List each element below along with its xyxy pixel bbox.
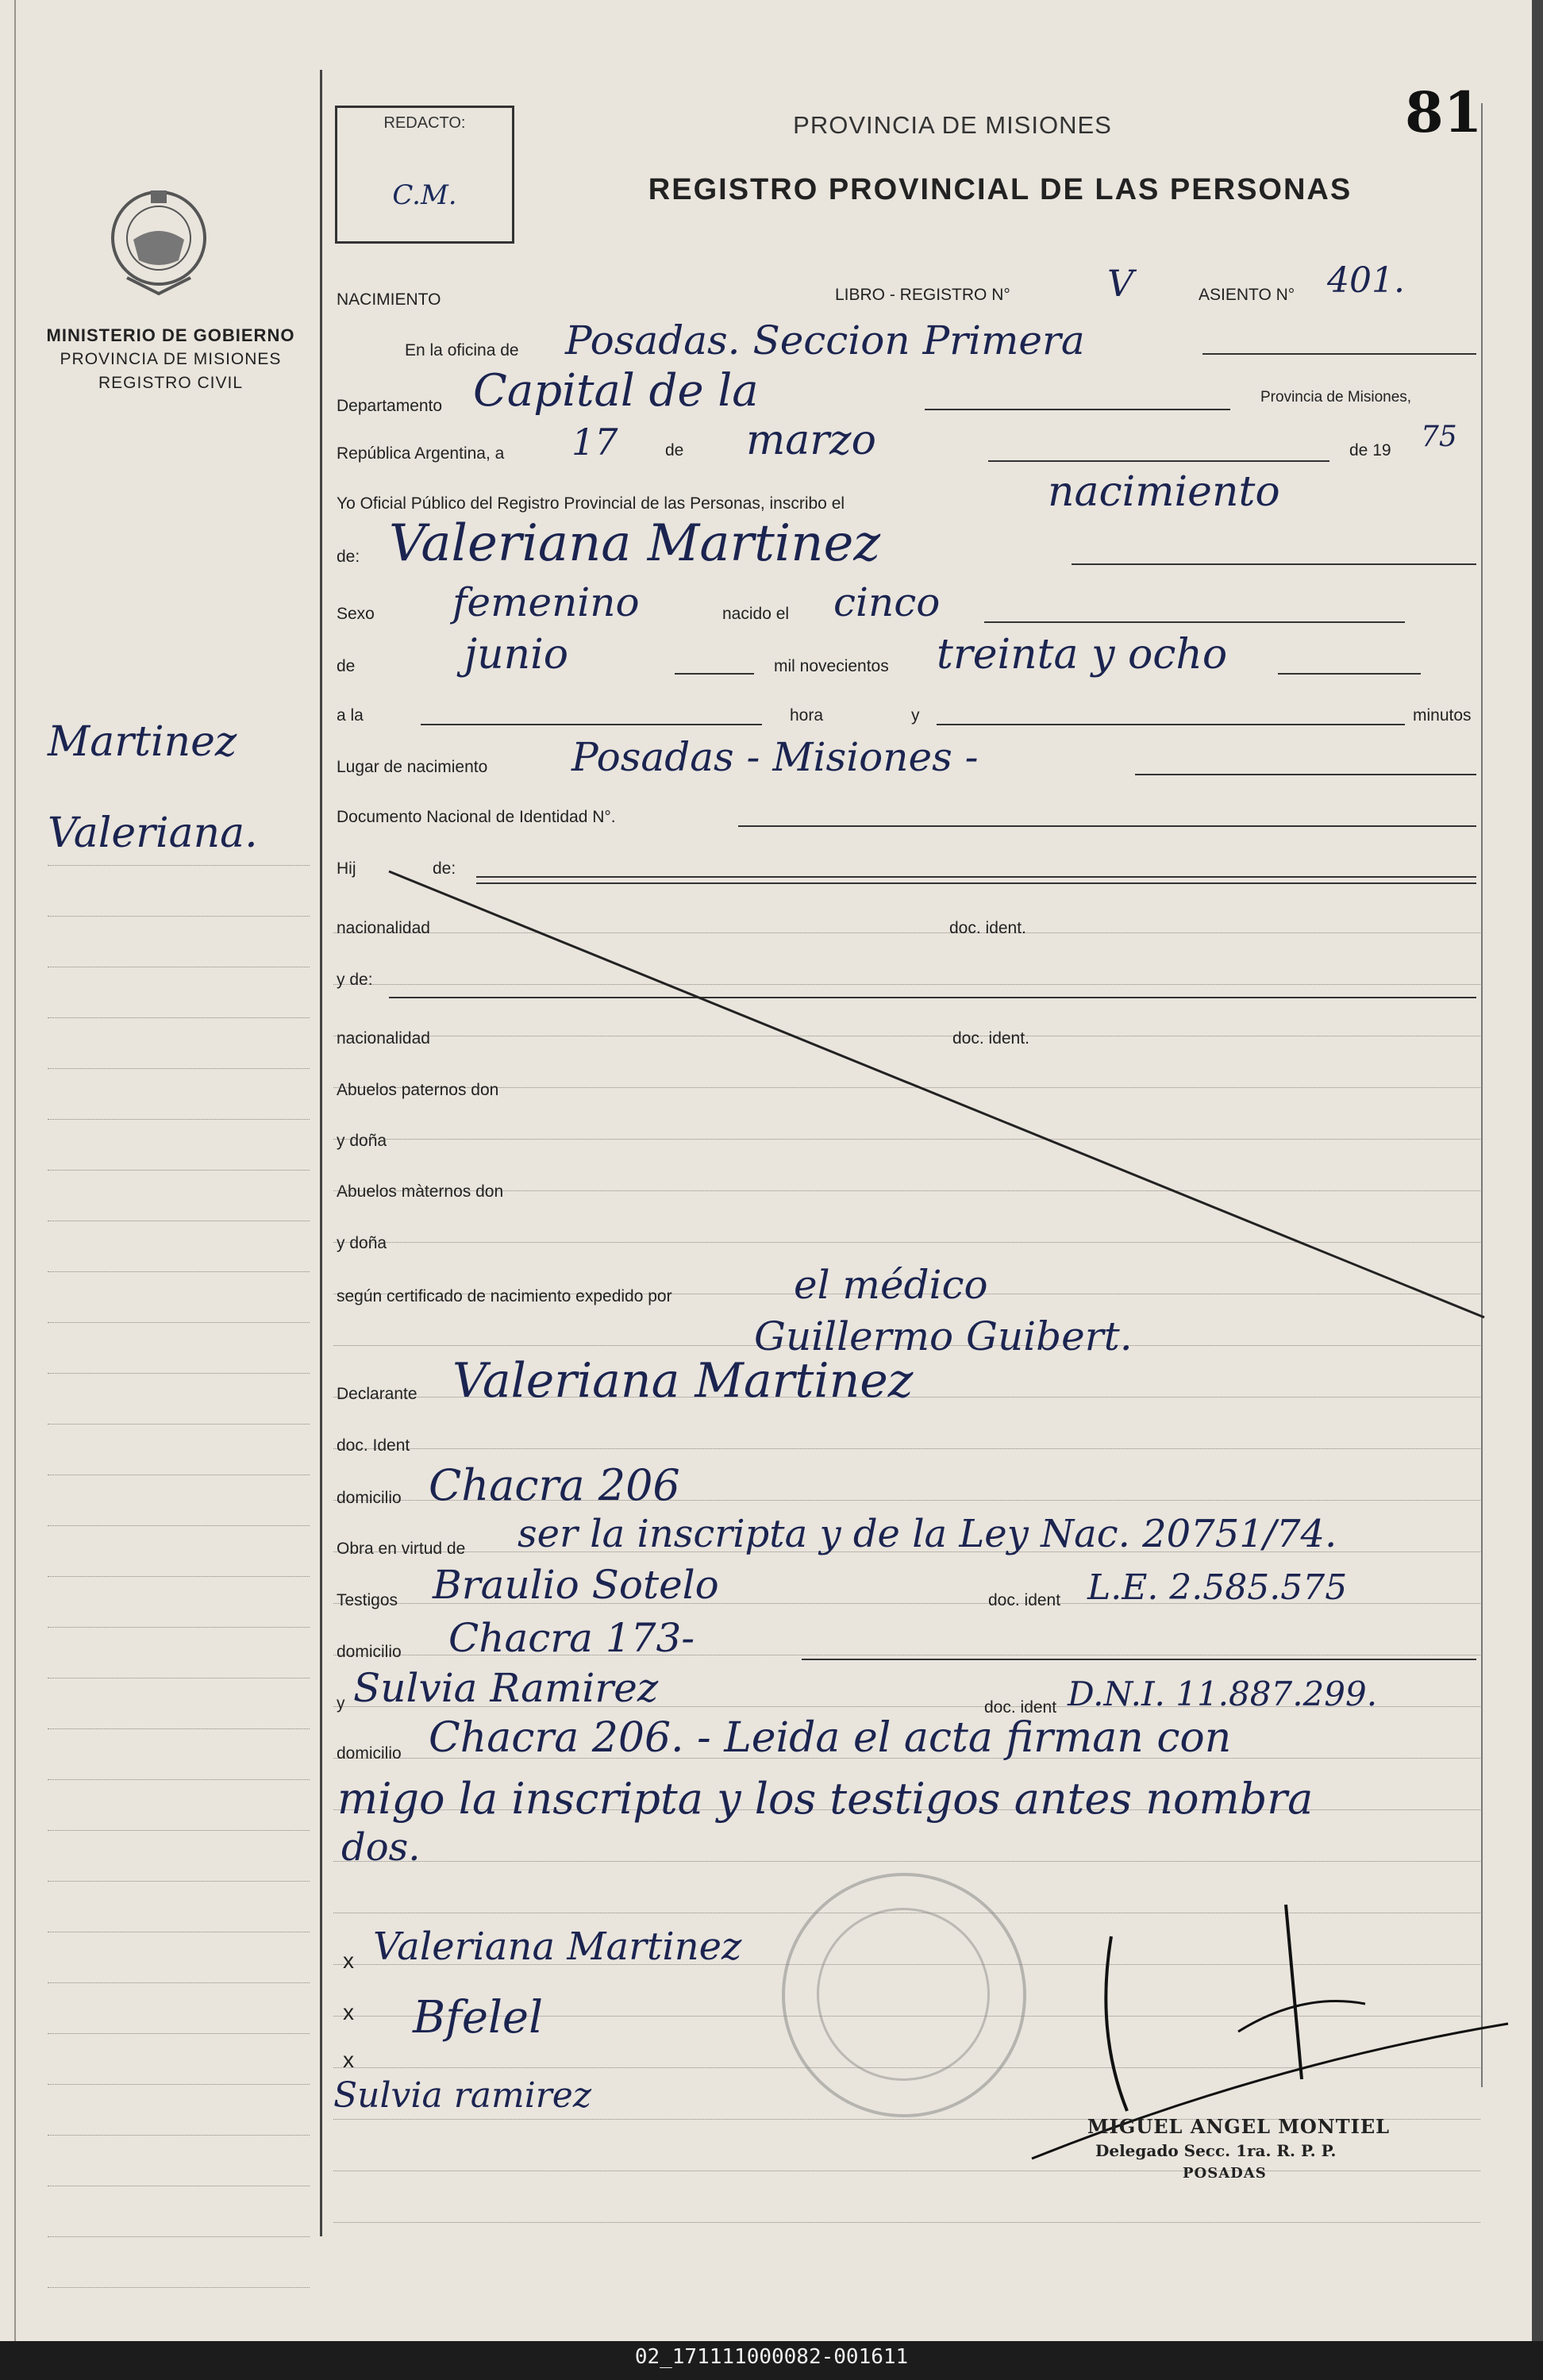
- abuelos-maternos-label: Abuelos màternos don: [337, 1182, 504, 1201]
- y2-label: y: [337, 1694, 345, 1713]
- departamento-label: Departamento: [337, 397, 443, 415]
- anio-label: de 19: [1349, 441, 1391, 459]
- domicilio-value: Chacra 206: [429, 1460, 680, 1510]
- provincia-label: Provincia de Misiones,: [1260, 389, 1412, 406]
- mes-value: marzo: [746, 417, 876, 464]
- obra-value: ser la inscripta y de la Ley Nac. 20751/74.: [518, 1512, 1337, 1556]
- testigo2-value: Sulvia Ramirez: [353, 1665, 659, 1711]
- docident2-label: doc. ident.: [952, 1029, 1029, 1048]
- docident5-label: doc. ident: [984, 1698, 1057, 1717]
- closing-line-3: dos.: [341, 1825, 421, 1870]
- testigo2-dom: Chacra 206. - Leida el acta firman con: [429, 1714, 1232, 1762]
- hora-label: hora: [790, 706, 824, 725]
- official-block: [1087, 2115, 1405, 2182]
- lugar-value: Posadas - Misiones -: [571, 734, 979, 780]
- domicilio3-label: domicilio: [337, 1744, 402, 1763]
- signature-mark-1: x: [343, 1948, 354, 1973]
- libro-label: LIBRO - REGISTRO N°: [835, 286, 1010, 304]
- oficina-label: En la oficina de: [405, 341, 519, 359]
- nacimiento-label: NACIMIENTO: [337, 290, 441, 309]
- de3-label: de: [337, 657, 356, 675]
- yde-label: y de:: [337, 971, 373, 989]
- nacionalidad2-label: nacionalidad: [337, 1029, 430, 1048]
- docident-label: doc. ident.: [949, 919, 1026, 937]
- abuelos-paternos-label: Abuelos paternos don: [337, 1081, 499, 1099]
- acto-value: nacimiento: [1048, 468, 1280, 516]
- oficina-value: Posadas. Seccion Primera: [565, 317, 1085, 363]
- registry-title: REGISTRO PROVINCIAL DE LAS PERSONAS: [648, 173, 1353, 206]
- lugar-label: Lugar de nacimiento: [337, 758, 488, 776]
- official-name: MIGUEL ANGEL MONTIEL: [1087, 2115, 1390, 2138]
- anio-nac-value: treinta y ocho: [937, 631, 1228, 679]
- signature-mark-2: x: [343, 2000, 354, 2024]
- province-heading: PROVINCIA DE MISIONES: [793, 111, 1112, 139]
- docident3-label: doc. Ident: [337, 1436, 410, 1455]
- nacido-label: nacido el: [722, 605, 790, 623]
- oficial-label: Yo Oficial Público del Registro Provincial de las Personas, inscribo el: [337, 494, 845, 513]
- departamento-value: Capital de la: [473, 365, 759, 417]
- de-label: de: [665, 441, 684, 459]
- domicilio-label: domicilio: [337, 1489, 402, 1507]
- y-label: y: [911, 706, 920, 725]
- sexo-value: femenino: [452, 579, 640, 625]
- mil-label: mil novecientos: [774, 657, 889, 675]
- margin-note-surname: Martinez: [48, 718, 237, 766]
- hij-label: Hij: [337, 859, 356, 878]
- signature-witness-2: Sulvia ramirez: [333, 2075, 592, 2116]
- domicilio2-label: domicilio: [337, 1643, 402, 1661]
- testigo1-dom: Chacra 173-: [448, 1615, 695, 1661]
- certificado-value: el médico: [794, 1262, 988, 1308]
- redacto-label: REDACTO:: [383, 114, 466, 132]
- ministry-name: MINISTERIO DE GOBIERNO: [46, 325, 295, 345]
- declarante-value: Valeriana Martinez: [452, 1353, 914, 1409]
- obra-label: Obra en virtud de: [337, 1540, 466, 1558]
- ala-label: a la: [337, 706, 364, 725]
- signature-witness-1: Bfelel: [413, 1992, 543, 2044]
- ydona-label: y doña: [337, 1132, 387, 1150]
- asiento-value: 401.: [1327, 260, 1405, 301]
- anio-value: 75: [1421, 421, 1457, 453]
- testigos-label: Testigos: [337, 1591, 398, 1609]
- official-title: Delegado Secc. 1ra. R. P. P.: [1095, 2141, 1337, 2160]
- official-place: POSADAS: [1183, 2165, 1267, 2182]
- signature-declarante: Valeriana Martinez: [373, 1924, 742, 1969]
- dia-nac-value: cinco: [833, 579, 941, 625]
- de2-label: de:: [337, 548, 360, 566]
- nombre-value: Valeriana Martinez: [389, 514, 881, 573]
- ydona2-label: y doña: [337, 1234, 387, 1252]
- dni-label: Documento Nacional de Identidad N°.: [337, 808, 616, 826]
- asiento-label: ASIENTO N°: [1199, 286, 1295, 304]
- ministry-province: PROVINCIA DE MISIONES: [60, 350, 282, 368]
- dia-value: 17: [571, 421, 618, 463]
- sexo-label: Sexo: [337, 605, 375, 623]
- redacto-value: C.M.: [392, 179, 457, 211]
- folio-number: 81: [1405, 79, 1483, 145]
- signature-mark-3: x: [343, 2047, 354, 2072]
- docident4-label: doc. ident: [988, 1591, 1061, 1609]
- medico-value: Guillermo Guibert.: [754, 1313, 1133, 1359]
- de4-label: de:: [433, 859, 456, 878]
- margin-note-name: Valeriana.: [48, 809, 258, 857]
- republica-label: República Argentina, a: [337, 444, 505, 463]
- nacionalidad-label: nacionalidad: [337, 919, 430, 937]
- closing-line-2: migo la inscripta y los testigos antes nombra: [337, 1774, 1314, 1824]
- minutos-label: minutos: [1413, 706, 1472, 725]
- ministry-registry: REGISTRO CIVIL: [98, 374, 244, 392]
- declarante-label: Declarante: [337, 1385, 417, 1403]
- image-caption: 02_171111000082-001611: [634, 2345, 909, 2369]
- testigo1-doc: L.E. 2.585.575: [1087, 1567, 1348, 1608]
- testigo1-value: Braulio Sotelo: [433, 1562, 719, 1608]
- libro-value: V: [1107, 262, 1134, 305]
- certificado-label: según certificado de nacimiento expedido por: [337, 1287, 672, 1305]
- testigo2-doc: D.N.I. 11.887.299.: [1068, 1674, 1378, 1713]
- mes-nac-value: junio: [464, 631, 569, 679]
